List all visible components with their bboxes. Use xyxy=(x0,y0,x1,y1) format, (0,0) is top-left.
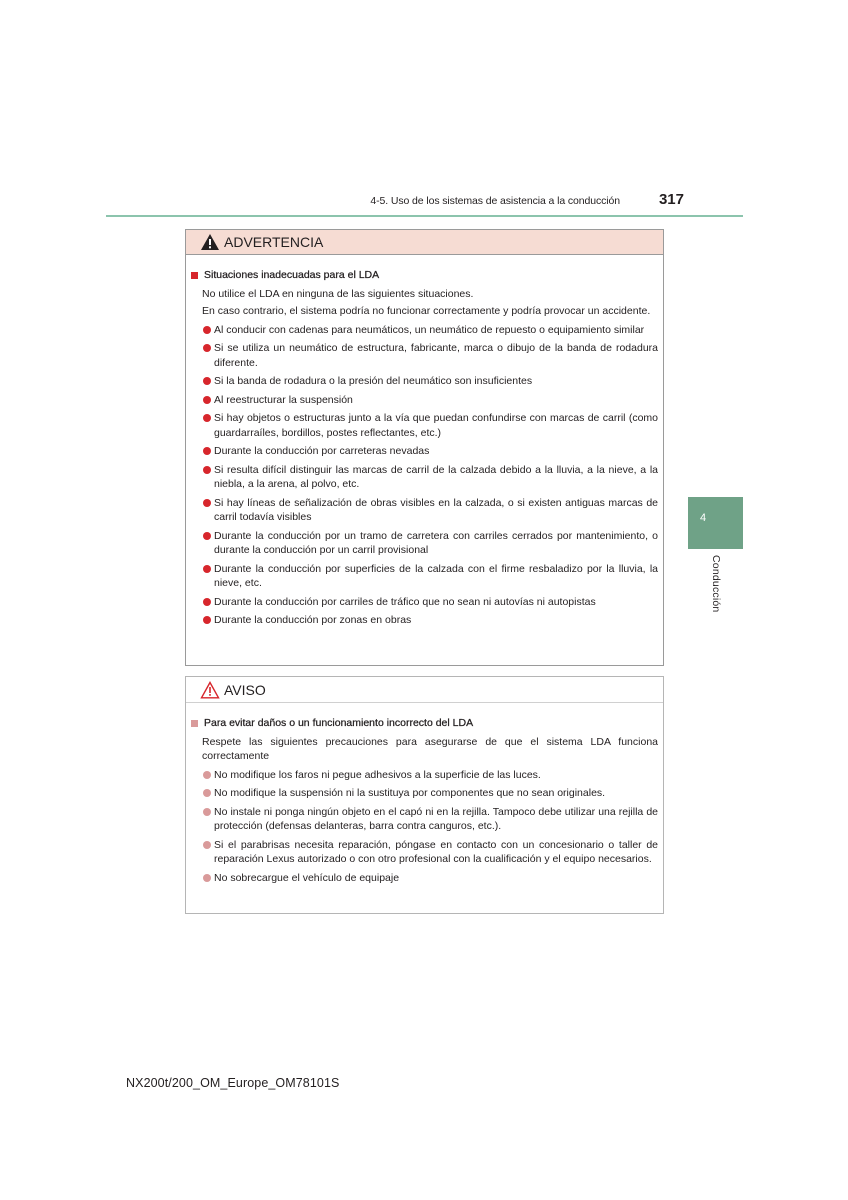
red-bullet-icon xyxy=(203,532,211,540)
warning-triangle-icon xyxy=(200,233,220,251)
pink-square-icon xyxy=(191,720,198,727)
caution-triangle-icon xyxy=(200,681,220,699)
pink-bullet-icon xyxy=(203,841,211,849)
list-item: Durante la conducción por un tramo de carretera con carriles cerrados por mantenimiento, o durante la conducción por un carril provisional xyxy=(189,529,658,558)
notice-intro: Respete las siguientes precauciones para asegurarse de que el sistema LDA funciona correctamente xyxy=(202,735,658,762)
red-bullet-icon xyxy=(203,598,211,606)
list-item: Si hay objetos o estructuras junto a la vía que puedan confundirse con marcas de carril (como guardarraíles, bordillos, postes reflectantes, etc.) xyxy=(189,411,658,440)
red-square-icon xyxy=(191,272,198,279)
red-bullet-icon xyxy=(203,616,211,624)
pink-bullet-icon xyxy=(203,874,211,882)
list-item: Durante la conducción por carriles de tráfico que no sean ni autovías ni autopistas xyxy=(189,595,658,610)
chapter-number: 4 xyxy=(699,512,707,524)
warning-box-header xyxy=(186,230,663,255)
list-item: Si resulta difícil distinguir las marcas de carril de la calzada debido a la lluvia, a la nieve, a la niebla, a la arena, al polvo, etc. xyxy=(189,463,658,492)
red-bullet-icon xyxy=(203,565,211,573)
red-bullet-icon xyxy=(203,499,211,507)
warning-intro-2: En caso contrario, el sistema podría no funcionar correctamente y podría provocar un accidente. xyxy=(202,305,651,317)
list-item: Si hay líneas de señalización de obras visibles en la calzada, o si existen antiguas marcas de carril todavía visibles xyxy=(189,496,658,525)
red-bullet-icon xyxy=(203,377,211,385)
list-item: Al reestructurar la suspensión xyxy=(189,393,658,408)
list-item: Si la banda de rodadura o la presión del neumático son insuficientes xyxy=(189,374,658,389)
warning-intro-1: No utilice el LDA en ninguna de las siguientes situaciones. xyxy=(202,287,474,300)
notice-section-heading xyxy=(189,716,658,731)
warning-box xyxy=(185,229,664,666)
notice-box-title: AVISO xyxy=(224,681,266,698)
list-item: Si el parabrisas necesita reparación, póngase en contacto con un concesionario o taller de reparación Lexus autorizado o con otro profesional con la cualificación y el equipo necesarios. xyxy=(189,838,658,867)
list-item: No modifique los faros ni pegue adhesivos a la superficie de las luces. xyxy=(189,768,658,783)
list-item: Durante la conducción por zonas en obras xyxy=(189,613,658,628)
red-bullet-icon xyxy=(203,344,211,352)
warning-box-body xyxy=(186,255,663,628)
list-item: No instale ni ponga ningún objeto en el capó ni en la rejilla. Tampoco debe utilizar una rejilla de protección (defensas delanteras, barra contra canguros, etc.). xyxy=(189,805,658,834)
warning-section-title: Situaciones inadecuadas para el LDA xyxy=(204,269,380,281)
pink-bullet-icon xyxy=(203,771,211,779)
pink-bullet-icon xyxy=(203,789,211,797)
red-bullet-icon xyxy=(203,466,211,474)
notice-list xyxy=(189,768,658,886)
warning-section-heading xyxy=(189,268,658,283)
header-divider xyxy=(106,215,743,217)
list-item: Durante la conducción por carreteras nevadas xyxy=(189,444,658,459)
list-item: No sobrecargue el vehículo de equipaje xyxy=(189,871,658,886)
notice-box-header xyxy=(186,677,663,703)
chapter-tab xyxy=(688,497,743,549)
list-item: Durante la conducción por superficies de la calzada con el firme resbaladizo por la lluvia, la nieve, etc. xyxy=(189,562,658,591)
list-item: No modifique la suspensión ni la sustituya por componentes que no sean originales. xyxy=(189,786,658,801)
document-code: NX200t/200_OM_Europe_OM78101S xyxy=(126,1076,340,1090)
pink-bullet-icon xyxy=(203,808,211,816)
section-header-title: 4-5. Uso de los sistemas de asistencia a la conducción xyxy=(370,195,620,207)
red-bullet-icon xyxy=(203,326,211,334)
notice-section-title: Para evitar daños o un funcionamiento incorrecto del LDA xyxy=(204,717,474,729)
red-bullet-icon xyxy=(203,414,211,422)
warning-list xyxy=(189,323,658,628)
warning-box-title: ADVERTENCIA xyxy=(224,234,324,250)
red-bullet-icon xyxy=(203,396,211,404)
notice-box-body xyxy=(186,703,663,885)
list-item: Al conducir con cadenas para neumáticos, un neumático de repuesto o equipamiento similar xyxy=(189,323,658,338)
red-bullet-icon xyxy=(203,447,211,455)
list-item: Si se utiliza un neumático de estructura, fabricante, marca o dibujo de la banda de rodadura diferente. xyxy=(189,341,658,370)
notice-box xyxy=(185,676,664,914)
chapter-label: Conducción xyxy=(710,555,722,613)
page-number: 317 xyxy=(658,191,684,208)
